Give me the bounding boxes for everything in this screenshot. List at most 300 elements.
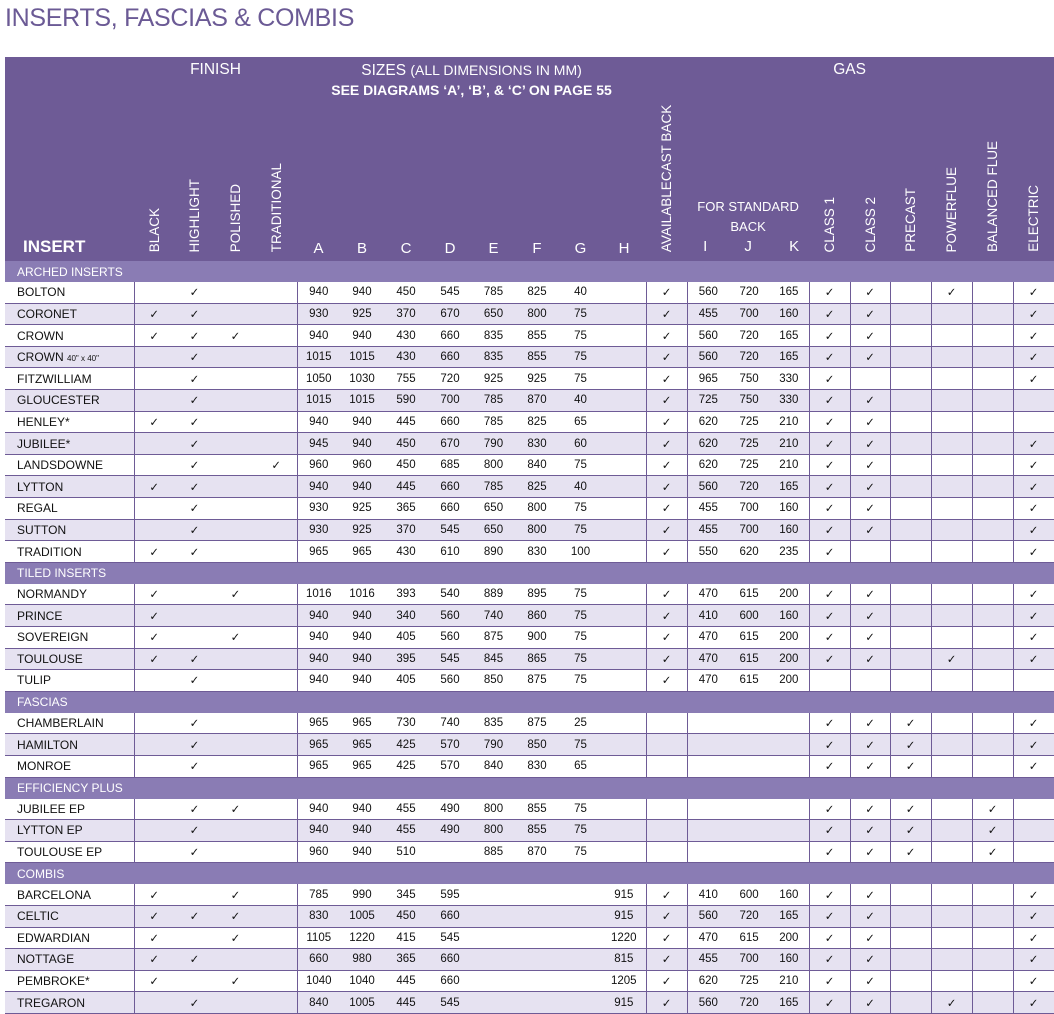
product-name: JUBILEE*	[5, 433, 134, 455]
precast-cell	[890, 433, 931, 455]
size-g-cell: 65	[559, 755, 602, 777]
size-g-cell: 75	[559, 626, 602, 648]
class1-cell: ✓	[809, 411, 850, 433]
size-a-cell: 660	[297, 949, 340, 971]
highlight-finish-cell: ✓	[174, 648, 215, 670]
size-k-cell: 165	[769, 905, 809, 927]
size-c-cell: 430	[384, 325, 428, 347]
size-h-cell	[602, 541, 646, 563]
size-i-cell: 470	[687, 927, 729, 949]
size-h-cell	[602, 346, 646, 368]
size-a-cell: 965	[297, 755, 340, 777]
size-c-cell: 510	[384, 841, 428, 863]
size-b-cell: 1005	[340, 905, 384, 927]
traditional-finish-cell	[256, 820, 297, 842]
size-c-cell: 395	[384, 648, 428, 670]
table-row	[5, 519, 1054, 541]
size-a-cell: 840	[297, 992, 340, 1014]
section-title: EFFICIENCY PLUS	[5, 777, 1054, 799]
traditional-finish-cell	[256, 605, 297, 627]
size-d-cell: 610	[428, 541, 472, 563]
powerflue-cell	[931, 755, 972, 777]
precast-cell	[890, 454, 931, 476]
insert-column-header: INSERT	[5, 105, 134, 261]
electric-cell: ✓	[1013, 949, 1054, 971]
polished-finish-cell	[215, 282, 256, 303]
col-header-cast-back: AVAILABLE CAST BACK	[646, 105, 687, 261]
size-b-cell: 940	[340, 799, 384, 820]
size-h-cell	[602, 841, 646, 863]
size-d-cell: 595	[428, 884, 472, 905]
highlight-finish-cell: ✓	[174, 411, 215, 433]
electric-cell: ✓	[1013, 927, 1054, 949]
col-header-g: G	[559, 105, 602, 261]
polished-finish-cell	[215, 541, 256, 563]
class1-cell: ✓	[809, 755, 850, 777]
traditional-finish-cell	[256, 346, 297, 368]
size-j-cell	[729, 734, 769, 756]
traditional-finish-cell	[256, 476, 297, 498]
size-b-cell: 940	[340, 605, 384, 627]
highlight-finish-cell: ✓	[174, 820, 215, 842]
size-f-cell: 855	[515, 346, 559, 368]
size-b-cell: 940	[340, 820, 384, 842]
size-d-cell: 660	[428, 949, 472, 971]
col-header-black: BLACK	[134, 105, 174, 261]
size-j-cell: 615	[729, 648, 769, 670]
black-finish-cell: ✓	[134, 325, 174, 347]
class1-cell: ✓	[809, 541, 850, 563]
size-k-cell: 210	[769, 411, 809, 433]
highlight-finish-cell: ✓	[174, 498, 215, 520]
polished-finish-cell	[215, 476, 256, 498]
size-a-cell: 1050	[297, 368, 340, 390]
size-d-cell: 660	[428, 476, 472, 498]
cast-back-cell: ✓	[646, 454, 687, 476]
product-name: LYTTON	[5, 476, 134, 498]
size-c-cell: 425	[384, 755, 428, 777]
size-g-cell: 75	[559, 498, 602, 520]
table-row	[5, 368, 1054, 390]
table-row	[5, 970, 1054, 992]
powerflue-cell	[931, 626, 972, 648]
size-j-cell: 615	[729, 626, 769, 648]
size-g-cell: 75	[559, 346, 602, 368]
size-d-cell: 660	[428, 498, 472, 520]
size-c-cell: 370	[384, 303, 428, 325]
class2-cell: ✓	[850, 626, 890, 648]
col-header-k: K	[789, 238, 800, 256]
size-e-cell: 835	[472, 325, 515, 347]
size-a-cell: 1015	[297, 390, 340, 412]
size-e-cell: 925	[472, 368, 515, 390]
size-a-cell: 940	[297, 476, 340, 498]
class2-cell: ✓	[850, 648, 890, 670]
size-e-cell	[472, 949, 515, 971]
size-j-cell	[729, 799, 769, 820]
product-name: CROWN 40" x 40"	[5, 346, 134, 368]
polished-finish-cell: ✓	[215, 884, 256, 905]
powerflue-cell: ✓	[931, 992, 972, 1014]
precast-cell: ✓	[890, 799, 931, 820]
cast-back-cell: ✓	[646, 541, 687, 563]
size-e-cell: 889	[472, 584, 515, 605]
black-finish-cell	[134, 734, 174, 756]
highlight-finish-cell: ✓	[174, 905, 215, 927]
polished-finish-cell	[215, 949, 256, 971]
traditional-finish-cell	[256, 648, 297, 670]
size-a-cell: 960	[297, 454, 340, 476]
black-finish-cell: ✓	[134, 884, 174, 905]
electric-cell: ✓	[1013, 325, 1054, 347]
product-name: GLOUCESTER	[5, 390, 134, 412]
precast-cell	[890, 390, 931, 412]
size-j-cell: 600	[729, 605, 769, 627]
black-finish-cell	[134, 799, 174, 820]
size-c-cell: 450	[384, 433, 428, 455]
size-a-cell: 830	[297, 905, 340, 927]
highlight-finish-cell: ✓	[174, 368, 215, 390]
size-i-cell: 455	[687, 519, 729, 541]
polished-finish-cell	[215, 411, 256, 433]
table-row	[5, 584, 1054, 605]
highlight-finish-cell	[174, 626, 215, 648]
traditional-finish-cell	[256, 755, 297, 777]
page-title: INSERTS, FASCIAS & COMBIS	[5, 4, 355, 32]
cast-back-cell: ✓	[646, 970, 687, 992]
class2-cell: ✓	[850, 519, 890, 541]
class1-cell: ✓	[809, 927, 850, 949]
size-i-cell: 470	[687, 626, 729, 648]
section-row	[5, 562, 1054, 584]
class2-cell: ✓	[850, 734, 890, 756]
electric-cell: ✓	[1013, 905, 1054, 927]
size-i-cell: 560	[687, 282, 729, 303]
size-h-cell: 915	[602, 992, 646, 1014]
size-b-cell: 980	[340, 949, 384, 971]
class2-cell: ✓	[850, 433, 890, 455]
cast-back-cell: ✓	[646, 884, 687, 905]
table-row	[5, 905, 1054, 927]
electric-cell: ✓	[1013, 713, 1054, 734]
product-name: BARCELONA	[5, 884, 134, 905]
class1-cell: ✓	[809, 734, 850, 756]
size-d-cell: 670	[428, 433, 472, 455]
table-row	[5, 390, 1054, 412]
size-a-cell: 1040	[297, 970, 340, 992]
electric-cell: ✓	[1013, 433, 1054, 455]
table-row	[5, 670, 1054, 692]
size-f-cell: 825	[515, 282, 559, 303]
col-header-highlight: HIGHLIGHT	[174, 105, 215, 261]
size-g-cell: 40	[559, 390, 602, 412]
size-h-cell	[602, 584, 646, 605]
size-b-cell: 925	[340, 303, 384, 325]
electric-cell: ✓	[1013, 970, 1054, 992]
size-k-cell: 160	[769, 519, 809, 541]
traditional-finish-cell	[256, 927, 297, 949]
gas-heading: GAS	[809, 57, 890, 105]
precast-cell: ✓	[890, 820, 931, 842]
size-c-cell: 425	[384, 734, 428, 756]
size-b-cell: 1030	[340, 368, 384, 390]
size-b-cell: 940	[340, 626, 384, 648]
balanced-cell	[972, 282, 1013, 303]
size-f-cell: 825	[515, 411, 559, 433]
balanced-cell	[972, 605, 1013, 627]
size-f-cell: 830	[515, 541, 559, 563]
col-header-h: H	[602, 105, 646, 261]
black-finish-cell	[134, 755, 174, 777]
size-k-cell: 235	[769, 541, 809, 563]
polished-finish-cell: ✓	[215, 927, 256, 949]
size-f-cell: 875	[515, 713, 559, 734]
size-f-cell: 925	[515, 368, 559, 390]
size-c-cell: 405	[384, 670, 428, 692]
size-b-cell: 940	[340, 325, 384, 347]
precast-cell	[890, 368, 931, 390]
polished-finish-cell	[215, 519, 256, 541]
size-c-cell: 340	[384, 605, 428, 627]
size-k-cell: 165	[769, 992, 809, 1014]
balanced-cell	[972, 454, 1013, 476]
cast-back-cell: ✓	[646, 992, 687, 1014]
col-header-e: E	[472, 105, 515, 261]
size-f-cell: 850	[515, 734, 559, 756]
class1-cell: ✓	[809, 713, 850, 734]
col-header-electric: ELECTRIC	[1013, 105, 1054, 261]
class2-cell: ✓	[850, 346, 890, 368]
precast-cell: ✓	[890, 755, 931, 777]
cast-back-cell: ✓	[646, 626, 687, 648]
size-d-cell: 700	[428, 390, 472, 412]
electric-cell	[1013, 390, 1054, 412]
size-e-cell: 885	[472, 841, 515, 863]
size-e-cell: 800	[472, 820, 515, 842]
class1-cell: ✓	[809, 282, 850, 303]
class1-cell: ✓	[809, 884, 850, 905]
black-finish-cell: ✓	[134, 927, 174, 949]
size-a-cell: 940	[297, 325, 340, 347]
size-c-cell: 455	[384, 799, 428, 820]
cast-back-cell: ✓	[646, 670, 687, 692]
size-c-cell: 755	[384, 368, 428, 390]
powerflue-cell	[931, 713, 972, 734]
size-i-cell: 455	[687, 498, 729, 520]
cast-back-cell	[646, 734, 687, 756]
size-b-cell: 925	[340, 498, 384, 520]
class2-cell: ✓	[850, 498, 890, 520]
black-finish-cell	[134, 454, 174, 476]
size-b-cell: 965	[340, 755, 384, 777]
size-c-cell: 445	[384, 992, 428, 1014]
table-row	[5, 605, 1054, 627]
product-name: BOLTON	[5, 282, 134, 303]
size-a-cell: 1015	[297, 346, 340, 368]
size-k-cell: 165	[769, 325, 809, 347]
powerflue-cell	[931, 454, 972, 476]
size-h-cell	[602, 498, 646, 520]
class1-cell: ✓	[809, 841, 850, 863]
size-a-cell: 940	[297, 626, 340, 648]
size-g-cell: 100	[559, 541, 602, 563]
precast-cell	[890, 605, 931, 627]
table-row	[5, 713, 1054, 734]
traditional-finish-cell	[256, 734, 297, 756]
size-b-cell: 965	[340, 541, 384, 563]
size-i-cell	[687, 755, 729, 777]
size-f-cell: 825	[515, 476, 559, 498]
cast-back-cell	[646, 841, 687, 863]
size-k-cell	[769, 799, 809, 820]
balanced-cell	[972, 713, 1013, 734]
size-e-cell: 845	[472, 648, 515, 670]
col-header-c: C	[384, 105, 428, 261]
class1-cell: ✓	[809, 820, 850, 842]
polished-finish-cell	[215, 670, 256, 692]
electric-cell: ✓	[1013, 755, 1054, 777]
size-f-cell: 855	[515, 820, 559, 842]
size-g-cell: 75	[559, 605, 602, 627]
black-finish-cell	[134, 368, 174, 390]
size-f-cell: 870	[515, 390, 559, 412]
cast-back-cell: ✓	[646, 368, 687, 390]
balanced-cell	[972, 303, 1013, 325]
polished-finish-cell	[215, 498, 256, 520]
balanced-cell	[972, 368, 1013, 390]
traditional-finish-cell	[256, 303, 297, 325]
powerflue-cell	[931, 346, 972, 368]
size-e-cell: 835	[472, 713, 515, 734]
size-e-cell	[472, 927, 515, 949]
size-e-cell: 785	[472, 411, 515, 433]
size-j-cell: 725	[729, 454, 769, 476]
precast-cell	[890, 927, 931, 949]
col-header-balanced-flue: BALANCED FLUE	[972, 105, 1013, 261]
balanced-cell	[972, 949, 1013, 971]
size-a-cell: 945	[297, 433, 340, 455]
cast-back-cell: ✓	[646, 303, 687, 325]
precast-cell	[890, 282, 931, 303]
highlight-finish-cell: ✓	[174, 755, 215, 777]
traditional-finish-cell	[256, 799, 297, 820]
size-a-cell: 940	[297, 282, 340, 303]
size-j-cell: 700	[729, 519, 769, 541]
class1-cell: ✓	[809, 433, 850, 455]
cast-back-cell	[646, 713, 687, 734]
class2-cell: ✓	[850, 992, 890, 1014]
table-row	[5, 626, 1054, 648]
size-d-cell: 570	[428, 755, 472, 777]
cast-back-cell: ✓	[646, 648, 687, 670]
traditional-finish-cell	[256, 390, 297, 412]
class2-cell: ✓	[850, 282, 890, 303]
black-finish-cell	[134, 841, 174, 863]
size-j-cell: 615	[729, 927, 769, 949]
size-h-cell	[602, 755, 646, 777]
electric-cell	[1013, 411, 1054, 433]
size-c-cell: 365	[384, 498, 428, 520]
size-g-cell	[559, 992, 602, 1014]
electric-cell: ✓	[1013, 346, 1054, 368]
col-header-polished: POLISHED	[215, 105, 256, 261]
product-name: LYTTON EP	[5, 820, 134, 842]
product-name: SOVEREIGN	[5, 626, 134, 648]
size-a-cell: 1016	[297, 584, 340, 605]
polished-finish-cell: ✓	[215, 626, 256, 648]
size-g-cell	[559, 884, 602, 905]
traditional-finish-cell	[256, 584, 297, 605]
size-i-cell: 725	[687, 390, 729, 412]
size-i-cell: 620	[687, 454, 729, 476]
size-b-cell: 940	[340, 411, 384, 433]
size-j-cell: 600	[729, 884, 769, 905]
size-f-cell: 855	[515, 325, 559, 347]
powerflue-cell	[931, 584, 972, 605]
size-i-cell: 455	[687, 949, 729, 971]
powerflue-cell	[931, 799, 972, 820]
size-d-cell: 540	[428, 584, 472, 605]
cast-back-cell: ✓	[646, 584, 687, 605]
size-d-cell: 740	[428, 713, 472, 734]
standard-back-header: FOR STANDARD BACK I J K	[687, 105, 809, 261]
col-header-precast: PRECAST	[890, 105, 931, 261]
size-g-cell: 75	[559, 368, 602, 390]
precast-cell	[890, 476, 931, 498]
product-name: NORMANDY	[5, 584, 134, 605]
size-j-cell: 720	[729, 992, 769, 1014]
size-g-cell	[559, 905, 602, 927]
size-a-cell: 1105	[297, 927, 340, 949]
balanced-cell	[972, 411, 1013, 433]
class2-cell: ✓	[850, 884, 890, 905]
size-d-cell: 660	[428, 346, 472, 368]
cast-back-cell: ✓	[646, 390, 687, 412]
section-title: COMBIS	[5, 863, 1054, 885]
electric-cell: ✓	[1013, 584, 1054, 605]
size-h-cell	[602, 433, 646, 455]
powerflue-cell	[931, 519, 972, 541]
cast-back-cell: ✓	[646, 519, 687, 541]
size-h-cell	[602, 605, 646, 627]
size-g-cell: 75	[559, 325, 602, 347]
electric-cell: ✓	[1013, 498, 1054, 520]
table-row	[5, 303, 1054, 325]
size-b-cell: 1040	[340, 970, 384, 992]
black-finish-cell	[134, 390, 174, 412]
polished-finish-cell: ✓	[215, 970, 256, 992]
size-i-cell: 965	[687, 368, 729, 390]
size-i-cell: 560	[687, 346, 729, 368]
size-d-cell: 685	[428, 454, 472, 476]
section-row	[5, 863, 1054, 885]
powerflue-cell	[931, 841, 972, 863]
size-e-cell: 835	[472, 346, 515, 368]
class2-cell: ✓	[850, 755, 890, 777]
precast-cell	[890, 519, 931, 541]
polished-finish-cell	[215, 368, 256, 390]
precast-cell	[890, 411, 931, 433]
size-f-cell	[515, 992, 559, 1014]
size-b-cell: 940	[340, 841, 384, 863]
balanced-cell	[972, 755, 1013, 777]
product-name: CROWN	[5, 325, 134, 347]
product-name: SUTTON	[5, 519, 134, 541]
table-row	[5, 648, 1054, 670]
size-c-cell: 405	[384, 626, 428, 648]
size-b-cell: 940	[340, 282, 384, 303]
table-row	[5, 884, 1054, 905]
